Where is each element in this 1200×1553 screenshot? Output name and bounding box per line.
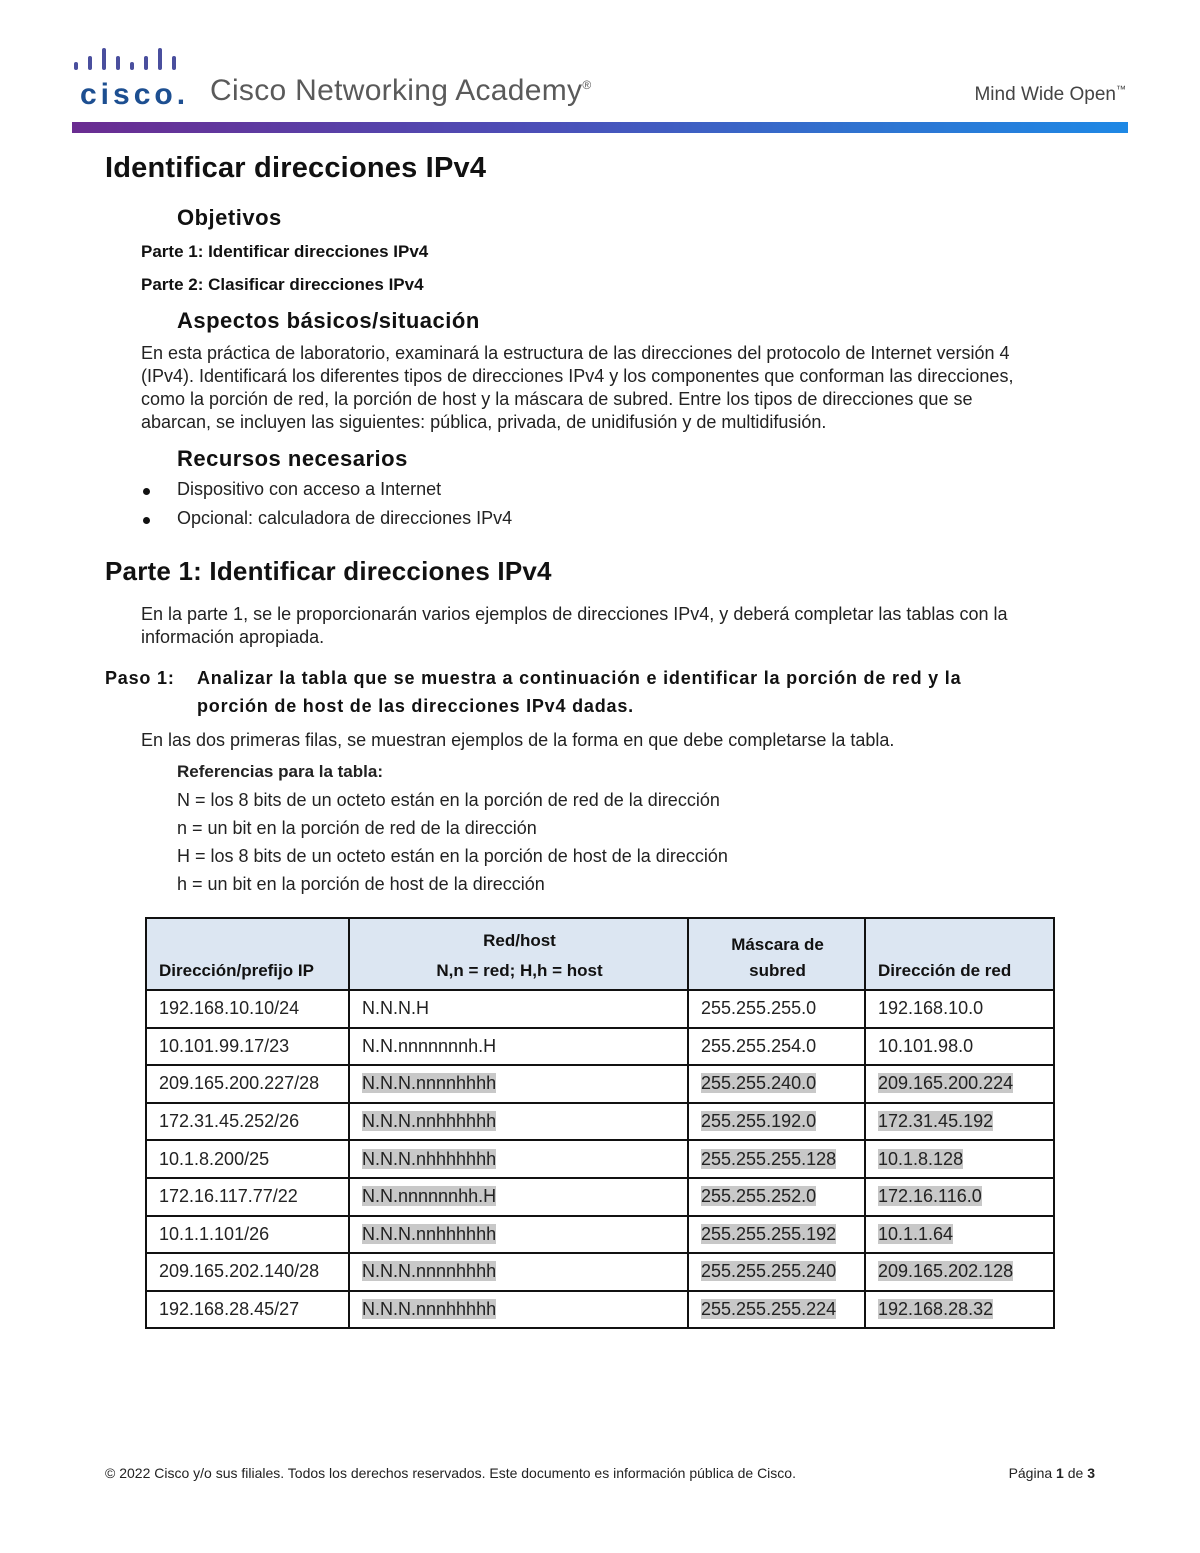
cell-subnet-mask <box>688 1291 865 1329</box>
bullet-icon <box>143 517 150 524</box>
table-references <box>177 762 1095 902</box>
cell-address <box>146 1140 349 1178</box>
cell-value: 255.255.255.192 <box>701 1223 837 1244</box>
reference-item: n = un bit en la porción de red de la dirección <box>177 818 537 838</box>
cell-address <box>146 990 349 1028</box>
cell-value: 10.1.1.101/26 <box>159 1223 270 1244</box>
cell-value: N.N.N.nnnhhhhh <box>362 1299 497 1320</box>
cell-value: 10.1.8.200/25 <box>159 1148 270 1169</box>
cell-value: 172.31.45.252/26 <box>159 1111 300 1132</box>
copyright-text: © 2022 Cisco y/o sus filiales. Todos los derechos reservados. Este documento es información pública de Cisco. <box>105 1465 796 1481</box>
cell-value: N.N.N.nnnnhhhh <box>362 1261 497 1282</box>
table-row <box>146 1140 1054 1178</box>
cell-value: 255.255.192.0 <box>701 1111 817 1132</box>
cell-address <box>146 1028 349 1066</box>
cell-value: 255.255.240.0 <box>701 1073 817 1094</box>
cell-value: N.N.N.nnhhhhhh <box>362 1223 497 1244</box>
cell-network-host <box>349 1178 688 1216</box>
cell-network-address <box>865 1103 1054 1141</box>
table-row <box>146 990 1054 1028</box>
ipv4-table <box>145 917 1055 1329</box>
document-title: Identificar direcciones IPv4 <box>105 152 487 184</box>
cell-network-address <box>865 1253 1054 1291</box>
cell-value: 209.165.200.227/28 <box>159 1073 320 1094</box>
objectives-heading: Objetivos <box>177 205 282 230</box>
list-item: Opcional: calculadora de direcciones IPv4 <box>141 508 1095 537</box>
objective-part-2: Parte 2: Clasificar direcciones IPv4 <box>141 275 424 294</box>
table-row <box>146 1065 1054 1103</box>
cell-subnet-mask <box>688 1140 865 1178</box>
reference-item: H = los 8 bits de un octeto están en la porción de host de la dirección <box>177 846 728 866</box>
table-row <box>146 1291 1054 1329</box>
academy-name: Cisco Networking Academy® <box>210 74 592 107</box>
cell-subnet-mask <box>688 1178 865 1216</box>
cell-network-host <box>349 1140 688 1178</box>
cell-network-host <box>349 1253 688 1291</box>
page-header <box>72 44 1128 134</box>
cell-value: N.N.N.nhhhhhhh <box>362 1148 497 1169</box>
cell-value: 255.255.255.0 <box>701 998 817 1019</box>
reference-item: N = los 8 bits de un octeto están en la porción de red de la dirección <box>177 790 720 810</box>
cell-value: 255.255.255.128 <box>701 1148 837 1169</box>
part1-intro: En la parte 1, se le proporcionarán varios ejemplos de direcciones IPv4, y deberá completar las tablas con la información apropiada. <box>141 604 1008 647</box>
cell-value: N.N.nnnnnnhh.H <box>362 1186 497 1207</box>
cell-address <box>146 1291 349 1329</box>
cell-value: 10.101.99.17/23 <box>159 1035 290 1056</box>
cell-value: N.N.N.H <box>362 998 429 1019</box>
cell-address <box>146 1065 349 1103</box>
cell-value: 255.255.255.240 <box>701 1261 837 1282</box>
column-header-network-address: Dirección de red <box>865 918 1054 990</box>
cell-subnet-mask <box>688 990 865 1028</box>
cell-value: 192.168.10.10/24 <box>159 998 300 1019</box>
step-number: Paso 1: <box>105 668 175 688</box>
resources-heading: Recursos necesarios <box>177 446 408 471</box>
cell-value: 10.1.1.64 <box>878 1223 954 1244</box>
header-gradient-bar <box>72 122 1128 133</box>
cell-network-host <box>349 1291 688 1329</box>
cell-address <box>146 1103 349 1141</box>
cell-subnet-mask <box>688 1216 865 1254</box>
cell-network-address <box>865 1178 1054 1216</box>
objective-part-1: Parte 1: Identificar direcciones IPv4 <box>141 242 429 261</box>
cell-address <box>146 1253 349 1291</box>
cell-value: N.N.nnnnnnnh.H <box>362 1035 497 1056</box>
table-header-row <box>146 918 1054 990</box>
document-body <box>105 150 1095 902</box>
cell-value: 172.16.117.77/22 <box>159 1186 298 1207</box>
cell-address <box>146 1178 349 1216</box>
table-row <box>146 1253 1054 1291</box>
cell-network-address <box>865 1291 1054 1329</box>
cell-value: 172.16.116.0 <box>878 1186 982 1207</box>
cell-value: 172.31.45.192 <box>878 1111 994 1132</box>
column-header-subnet-mask: Máscara de subred <box>688 918 865 990</box>
cisco-logo-text: cisco. <box>80 78 190 111</box>
page-footer <box>105 1465 1095 1481</box>
cell-value: 192.168.28.45/27 <box>159 1299 300 1320</box>
cell-address <box>146 1216 349 1254</box>
cell-subnet-mask <box>688 1253 865 1291</box>
step-intro: En las dos primeras filas, se muestran ejemplos de la forma en que debe completarse la tabla. <box>141 730 895 750</box>
step-heading: Analizar la tabla que se muestra a continuación e identificar la porción de red y la porción de host de las direcciones IPv4 dadas. <box>197 668 962 716</box>
column-header-network-host: Red/host N,n = red; H,h = host <box>349 918 688 990</box>
cell-network-address <box>865 990 1054 1028</box>
table-body <box>146 990 1054 1328</box>
cell-value: 192.168.28.32 <box>878 1299 994 1320</box>
table-row <box>146 1178 1054 1216</box>
cell-network-host <box>349 1065 688 1103</box>
cell-value: 255.255.255.224 <box>701 1299 837 1320</box>
cell-network-address <box>865 1216 1054 1254</box>
table-row <box>146 1028 1054 1066</box>
cell-network-host <box>349 1028 688 1066</box>
step-1 <box>105 664 1095 720</box>
cell-network-address <box>865 1065 1054 1103</box>
table-row <box>146 1103 1054 1141</box>
cell-subnet-mask <box>688 1065 865 1103</box>
cell-network-host <box>349 990 688 1028</box>
cell-subnet-mask <box>688 1103 865 1141</box>
cell-value: N.N.N.nnnnhhhh <box>362 1073 497 1094</box>
background-heading: Aspectos básicos/situación <box>177 308 480 333</box>
references-heading: Referencias para la tabla: <box>177 762 383 781</box>
cell-value: 10.1.8.128 <box>878 1148 964 1169</box>
page-number: Página 1 de 3 <box>1008 1465 1095 1481</box>
cisco-logo-bars-icon <box>72 44 182 76</box>
cell-value: N.N.N.nnhhhhhh <box>362 1111 497 1132</box>
cell-subnet-mask <box>688 1028 865 1066</box>
cell-value: 255.255.252.0 <box>701 1186 817 1207</box>
cell-value: 209.165.200.224 <box>878 1073 1014 1094</box>
cell-value: 192.168.10.0 <box>878 998 984 1019</box>
resources-list <box>141 479 1095 537</box>
part1-title: Parte 1: Identificar direcciones IPv4 <box>105 556 552 586</box>
reference-item: h = un bit en la porción de host de la dirección <box>177 874 545 894</box>
bullet-icon <box>143 488 150 495</box>
cell-value: 10.101.98.0 <box>878 1035 974 1056</box>
column-header-address: Dirección/prefijo IP <box>146 918 349 990</box>
list-item: Dispositivo con acceso a Internet <box>141 479 1095 508</box>
table-row <box>146 1216 1054 1254</box>
cell-value: 209.165.202.128 <box>878 1261 1014 1282</box>
cell-network-address <box>865 1140 1054 1178</box>
cell-network-host <box>349 1216 688 1254</box>
cell-value: 255.255.254.0 <box>701 1035 817 1056</box>
cell-network-address <box>865 1028 1054 1066</box>
tagline: Mind Wide Open™ <box>974 84 1126 105</box>
cell-value: 209.165.202.140/28 <box>159 1261 320 1282</box>
cell-network-host <box>349 1103 688 1141</box>
background-paragraph: En esta práctica de laboratorio, examinará la estructura de las direcciones del protocolo de Internet versión 4 (IPv4). Identificará los diferentes tipos de direcciones IPv4 y los componentes que conforman las direcciones, como la porción de red, la porción de host y la máscara de subred. Entre los tipos de direcciones que se abarcan, se incluyen las siguientes: pública, privada, de unidifusión y de multidifusión. <box>141 343 1014 432</box>
